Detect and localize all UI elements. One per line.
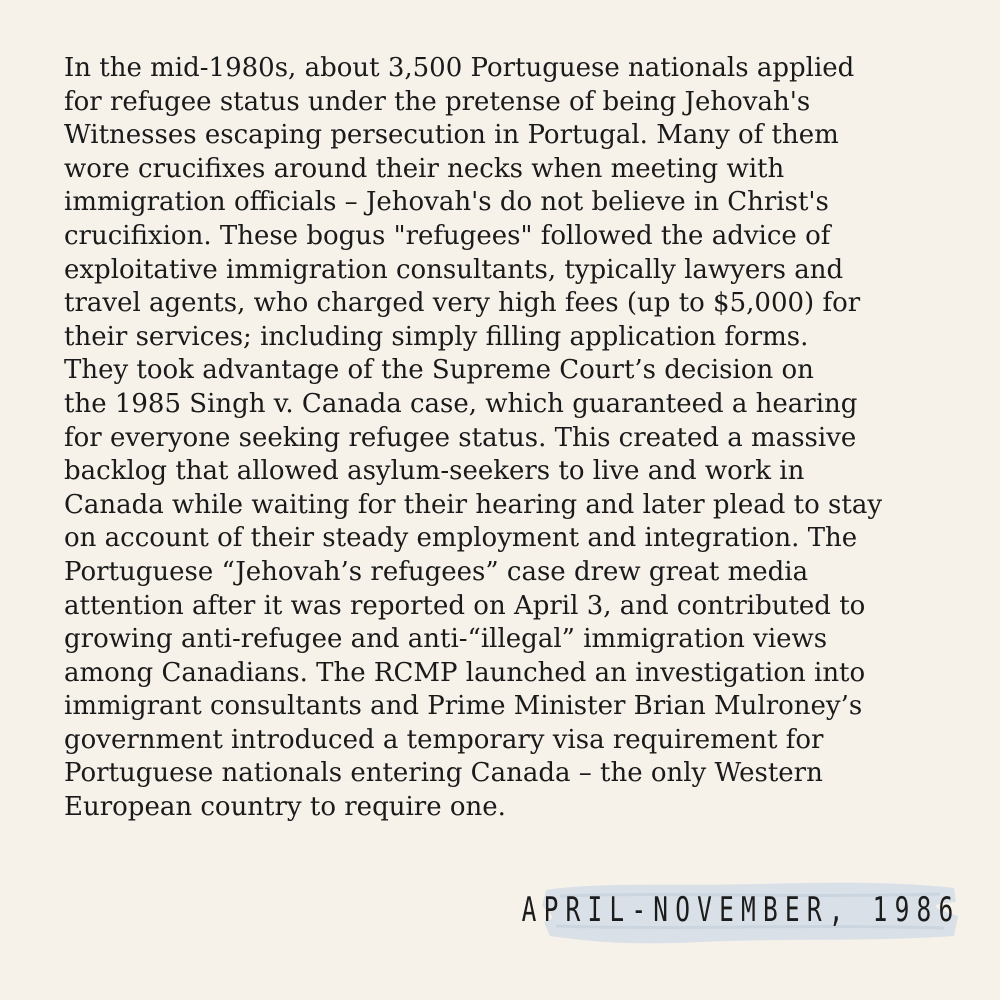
article-line: European country to require one. [64,792,506,823]
article-line: for everyone seeking refugee status. This created a massive [64,422,857,453]
article-line: on account of their steady employment and integration. The [64,523,858,554]
article-line: Witnesses escaping persecution in Portugal. Many of them [64,120,839,151]
article-line: for refugee status under the pretense of being Jehovah's [64,86,811,117]
article-line: Portuguese nationals entering Canada – the only Western [64,758,823,789]
article-line: In the mid-1980s, about 3,500 Portuguese nationals applied [64,53,855,83]
article-line: among Canadians. The RCMP launched an investigation into [64,657,866,688]
article-line: exploitative immigration consultants, typically lawyers and [64,254,844,285]
article-line: attention after it was reported on April 3, and contributed to [64,590,866,621]
article-line: the 1985 Singh v. Canada case, which guaranteed a hearing [64,388,858,419]
article-line: crucifixion. These bogus "refugees" followed the advice of [64,220,831,251]
article-line: growing anti-refugee and anti-“illegal” immigration views [64,624,828,655]
date-label: APRIL-NOVEMBER, 1986 [521,890,960,930]
article-body [64,52,944,825]
article-line: backlog that allowed asylum-seekers to live and work in [64,456,805,487]
article-line: They took advantage of the Supreme Court’s decision on [64,355,814,386]
article-line: their services; including simply filling application forms. [64,321,809,352]
article-line: immigration officials – Jehovah's do not believe in Christ's [64,187,829,218]
article-line: wore crucifixes around their necks when meeting with [64,153,785,184]
article-line: Canada while waiting for their hearing and later plead to stay [64,489,883,520]
article-line: travel agents, who charged very high fees (up to $5,000) for [64,288,861,319]
article-line: government introduced a temporary visa requirement for [64,724,824,755]
article-line: immigrant consultants and Prime Minister Brian Mulroney’s [64,691,863,722]
article-line: Portuguese “Jehovah’s refugees” case drew great media [64,556,809,587]
date-stamp [521,876,960,948]
